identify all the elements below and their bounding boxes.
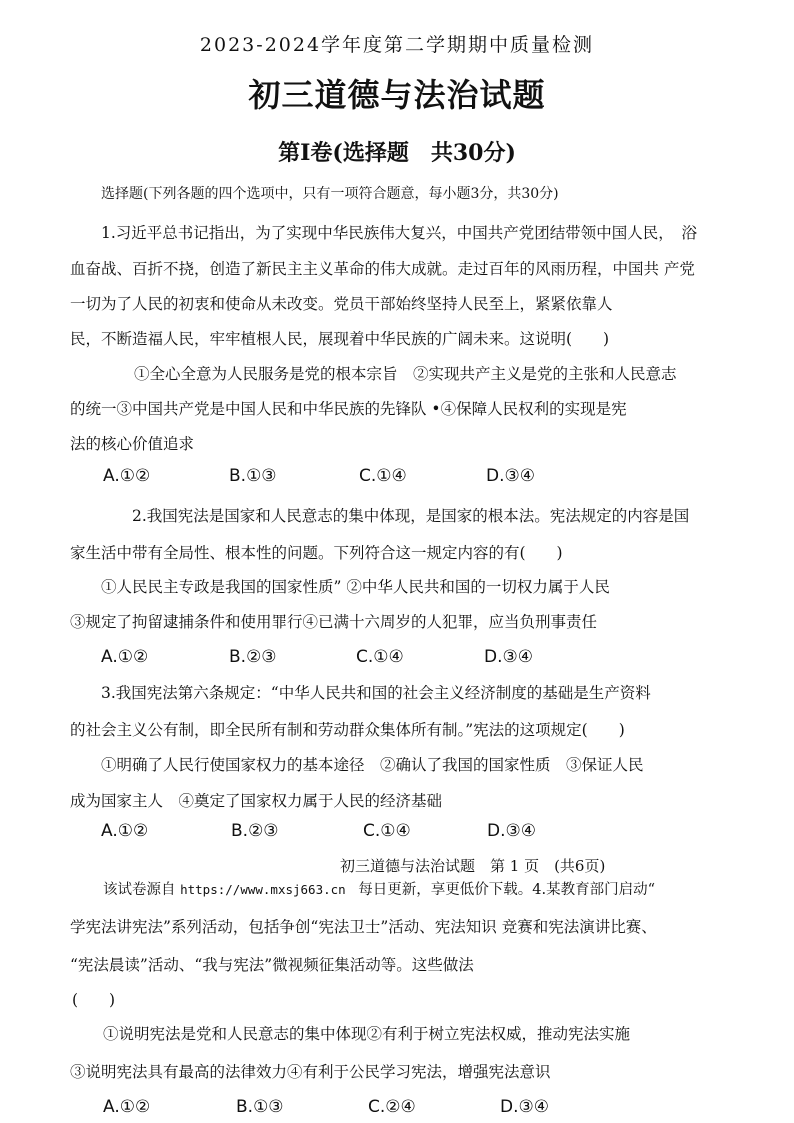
q4-line-1: 4.某教育部门启动“ [532,882,656,898]
q1-line-4: 民，不断造福人民，牢牢植根人民，展现着中华民族的广阔未来。这说明( ) [70,330,610,348]
q2-option-a[interactable]: A.①② [101,647,149,667]
q2-option-b[interactable]: B.②③ [229,647,277,667]
source-line [103,880,655,900]
exam-title: 初三道德与法治试题 [248,76,546,114]
section-heading: 第Ⅰ卷(选择题 共30分) [278,140,516,166]
q2-choice-line-1: ①人民民主专政是我国的国家性质” ②中华人民共和国的一切权力属于人民 [101,578,610,596]
q4-line-4: ( ) [72,991,116,1009]
q2-line-1: 2.我国宪法是国家和人民意志的集中体现，是国家的根本法。宪法规定的内容是国 [132,507,690,525]
q1-choice-line-2: 的统一③中国共产党是中国人民和中华民族的先锋队 •④保障人民权利的实现是宪 [70,400,627,418]
source-url[interactable]: https://www.mxsj663.cn [180,882,346,897]
q1-option-b[interactable]: B.①③ [229,466,277,486]
q4-line-3: “宪法晨读”活动、“我与宪法”微视频征集活动等。这些做法 [70,956,474,974]
q4-option-b[interactable]: B.①③ [236,1097,284,1117]
q2-option-c[interactable]: C.①④ [356,647,404,667]
q3-option-c[interactable]: C.①④ [363,821,411,841]
q3-option-b[interactable]: B.②③ [231,821,279,841]
q3-choice-line-2: 成为国家主人 ④奠定了国家权力属于人民的经济基础 [70,792,443,810]
q3-option-a[interactable]: A.①② [101,821,149,841]
q1-option-c[interactable]: C.①④ [359,466,407,486]
q3-line-2: 的社会主义公有制，即全民所有制和劳动群众集体所有制。”宪法的这项规定( ) [70,721,625,739]
q4-option-d[interactable]: D.③④ [500,1097,549,1117]
source-suffix: 每日更新，享更低价下载。 [358,882,533,898]
q4-choice-line-1: ①说明宪法是党和人民意志的集中体现②有利于树立宪法权威，推动宪法实施 [103,1025,631,1043]
q3-line-1: 3.我国宪法第六条规定：“中华人民共和国的社会主义经济制度的基础是生产资料 [101,684,651,702]
q1-line-2: 血奋战、百折不挠，创造了新民主主义革命的伟大成就。走过百年的风雨历程，中国共 产党 [70,260,695,278]
q4-option-c[interactable]: C.②④ [368,1097,416,1117]
q1-option-a[interactable]: A.①② [103,466,151,486]
q1-option-d[interactable]: D.③④ [486,466,535,486]
instructions: 选择题(下列各题的四个选项中，只有一项符合题意，每小题3分，共30分) [101,186,559,202]
q4-line-2: 学宪法讲宪法”系列活动，包括争创“宪法卫士”活动、宪法知识 竞赛和宪法演讲比赛、 [70,918,657,936]
q1-line-3: 一切为了人民的初衷和使命从未改变。党员干部始终坚持人民至上，紧紧依靠人 [70,295,613,313]
q2-option-d[interactable]: D.③④ [484,647,533,667]
q1-choice-line-3: 法的核心价值追求 [70,435,195,453]
q4-choice-line-2: ③说明宪法具有最高的法律效力④有利于公民学习宪法，增强宪法意识 [70,1063,551,1081]
page-footer: 初三道德与法治试题 第 1 页 (共6页) [340,857,606,875]
exam-term-heading: 2023-2024学年度第二学期期中质量检测 [199,34,595,56]
q3-choice-line-1: ①明确了人民行使国家权力的基本途径 ②确认了我国的国家性质 ③保证人民 [101,756,644,774]
source-prefix: 该试卷源自 [103,882,176,898]
q1-choice-line-1: ①全心全意为人民服务是党的根本宗旨 ②实现共产主义是党的主张和人民意志 [134,365,677,383]
q4-option-a[interactable]: A.①② [103,1097,151,1117]
q2-line-2: 家生活中带有全局性、根本性的问题。下列符合这一规定内容的有( ) [70,544,563,562]
q1-line-1: 1.习近平总书记指出，为了实现中华民族伟大复兴，中国共产党团结带领中国人民， 浴 [101,224,698,242]
q3-option-d[interactable]: D.③④ [487,821,536,841]
q2-choice-line-2: ③规定了拘留逮捕条件和使用罪行④已满十六周岁的人犯罪，应当负刑事责任 [70,613,598,631]
